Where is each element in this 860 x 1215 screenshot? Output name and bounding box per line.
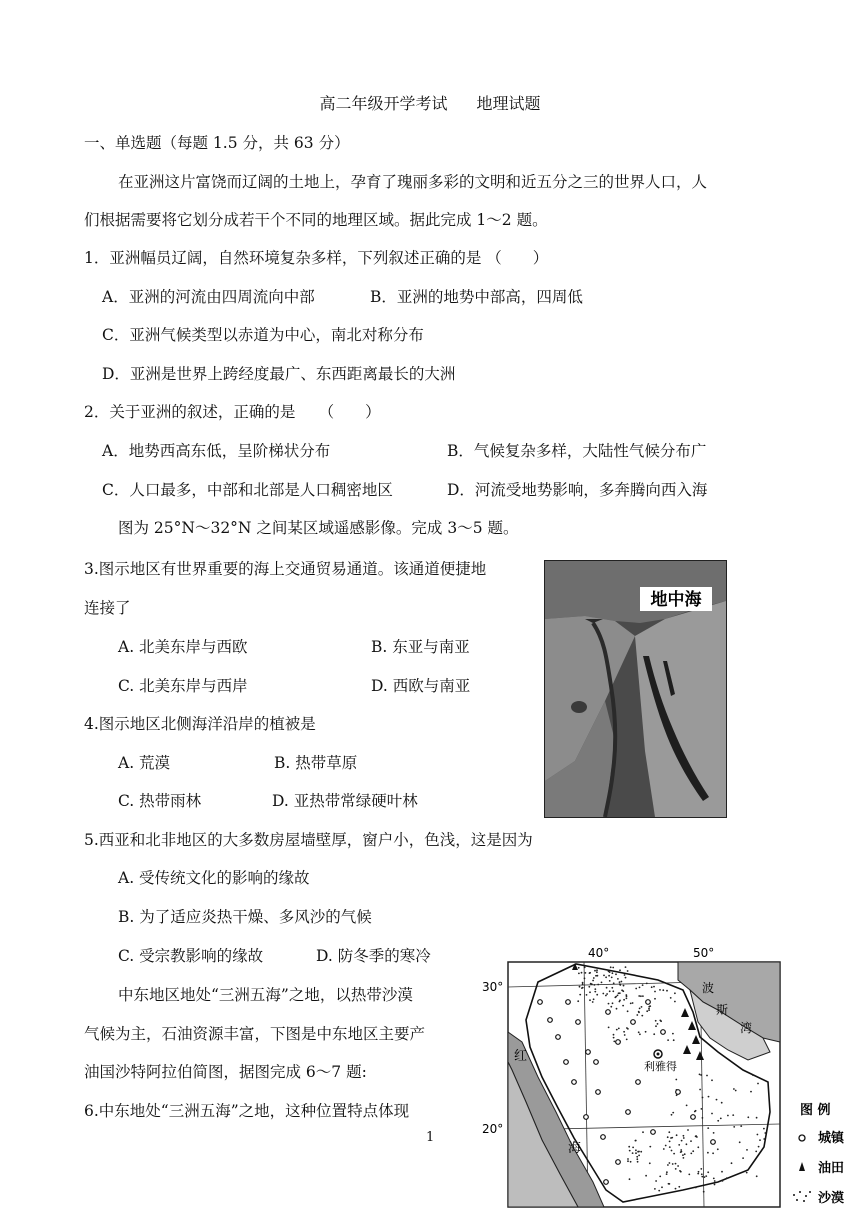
question-1-stem: 1．亚洲幅员辽阔，自然环境复杂多样，下列叙述正确的是 （ ）: [84, 249, 549, 267]
question-6-stem: 6.中东地处“三洲五海”之地，这种位置特点体现: [84, 1102, 410, 1120]
city-marker: [572, 1080, 577, 1085]
question-4-option-d: D. 亚热带常绿硬叶林: [272, 792, 418, 810]
legend-desert-label: 沙漠: [818, 1191, 845, 1206]
question-5-stem: 5.西亚和北非地区的大多数房屋墙壁厚，窗户小，色浅，这是因为: [84, 831, 533, 849]
question-3-option-c: C. 北美东岸与西岸: [118, 677, 248, 695]
intro-paragraph-2: 图为 25°N～32°N 之间某区域遥感影像。完成 3～5 题。: [118, 519, 519, 537]
exam-title-grade: 高二年级开学考试: [319, 94, 448, 113]
exam-title-subject: 地理试题: [476, 94, 541, 113]
latitude-30-label: 30°: [482, 980, 504, 994]
city-marker: [548, 1018, 553, 1023]
intro-paragraph-1-cont: 们根据需要将它划分成若干个不同的地理区域。据此完成 1～2 题。: [84, 211, 548, 229]
city-marker: [576, 1020, 581, 1025]
question-5-option-d: D. 防冬季的寒冷: [316, 947, 431, 965]
city-marker: [616, 1040, 621, 1045]
question-4-stem: 4.图示地区北侧海洋沿岸的植被是: [84, 715, 316, 733]
city-marker: [566, 1000, 571, 1005]
persian-gulf-label-2: 斯: [716, 1003, 729, 1017]
question-1-option-a: A．亚洲的河流由四周流向中部: [102, 288, 315, 306]
exam-title: [0, 94, 860, 114]
intro-paragraph-3: 中东地区地处“三洲五海”之地，以热带沙漠: [118, 986, 413, 1004]
city-marker: [631, 1020, 636, 1025]
satellite-image: [544, 560, 727, 818]
question-2-stem: 2．关于亚洲的叙述，正确的是 （ ）: [84, 403, 381, 421]
city-marker: [711, 1140, 716, 1145]
city-marker: [676, 1090, 681, 1095]
city-marker: [594, 1060, 599, 1065]
intro-paragraph-1: 在亚洲这片富饶而辽阔的土地上，孕育了瑰丽多彩的文明和近五分之三的世界人口，人: [118, 173, 708, 191]
question-3-stem-cont: 连接了: [84, 599, 131, 617]
latitude-20-label: 20°: [482, 1122, 504, 1136]
longitude-50-label: 50°: [693, 946, 715, 960]
question-3-stem: 3.图示地区有世界重要的海上交通贸易通道。该通道便捷地: [84, 560, 487, 578]
riyadh-marker-center: [657, 1053, 660, 1056]
city-marker: [601, 1135, 606, 1140]
city-marker: [636, 1080, 641, 1085]
city-marker: [691, 1115, 696, 1120]
longitude-40-label: 40°: [588, 946, 610, 960]
question-2-option-c: C．人口最多，中部和北部是人口稠密地区: [102, 481, 393, 499]
mediterranean-label: 地中海: [650, 590, 702, 610]
red-sea-label-1: 红: [514, 1049, 528, 1064]
question-4-option-c: C. 热带雨林: [118, 792, 202, 810]
question-3-option-d: D. 西欧与南亚: [371, 677, 471, 695]
intro-paragraph-3-line2: 气候为主，石油资源丰富，下图是中东地区主要产: [84, 1025, 426, 1043]
question-1-option-b: B．亚洲的地势中部高，四周低: [370, 288, 583, 306]
riyadh-label: 利雅得: [644, 1060, 677, 1073]
persian-gulf-label-3: 湾: [740, 1021, 753, 1035]
city-marker: [646, 1000, 651, 1005]
persian-gulf-label-1: 波: [702, 981, 715, 995]
legend-title: 图 例: [800, 1103, 831, 1118]
city-marker: [604, 1180, 609, 1185]
section-heading: 一、单选题（每题 1.5 分，共 63 分）: [84, 134, 350, 152]
question-1-option-c: C．亚洲气候类型以赤道为中心，南北对称分布: [102, 326, 424, 344]
city-marker: [661, 1030, 666, 1035]
satellite-image-graphic: [545, 561, 726, 817]
question-2-option-d: D．河流受地势影响，多奔腾向西入海: [447, 481, 708, 499]
legend-city-label: 城镇: [818, 1131, 845, 1146]
city-marker: [556, 1035, 561, 1040]
city-marker: [586, 1050, 591, 1055]
red-sea-label-2: 海: [568, 1141, 582, 1156]
question-5-option-c: C. 受宗教影响的缘故: [118, 947, 264, 965]
legend-oil-symbol: [799, 1162, 805, 1171]
city-marker: [564, 1060, 569, 1065]
city-marker: [596, 1090, 601, 1095]
question-2-option-a: A．地势西高东低，呈阶梯状分布: [102, 442, 331, 460]
legend-oil-label: 油田: [818, 1161, 845, 1176]
legend-desert-symbol: [793, 1191, 811, 1202]
city-marker: [616, 1160, 621, 1165]
question-3-option-b: B. 东亚与南亚: [371, 638, 470, 656]
page-number: 1: [426, 1130, 435, 1145]
map-legend: [793, 1102, 845, 1206]
intro-paragraph-3-line3: 油国沙特阿拉伯简图，据图完成 6～7 题:: [84, 1063, 367, 1081]
question-4-option-a: A. 荒漠: [118, 754, 171, 772]
question-4-option-b: B. 热带草原: [274, 754, 358, 772]
city-marker: [626, 1110, 631, 1115]
saudi-arabia-map: [478, 942, 858, 1215]
city-marker: [538, 1000, 543, 1005]
question-1-option-d: D．亚洲是世界上跨经度最广、东西距离最长的大洲: [102, 365, 456, 383]
question-2-option-b: B．气候复杂多样，大陆性气候分布广: [447, 442, 707, 460]
question-5-option-a: A. 受传统文化的影响的缘故: [118, 869, 310, 887]
legend-city-symbol: [799, 1135, 805, 1141]
question-5-option-b: B. 为了适应炎热干燥、多风沙的气候: [118, 908, 372, 926]
city-marker: [606, 1010, 611, 1015]
city-marker: [651, 1130, 656, 1135]
city-marker: [584, 1115, 589, 1120]
question-3-option-a: A. 北美东岸与西欧: [118, 638, 248, 656]
